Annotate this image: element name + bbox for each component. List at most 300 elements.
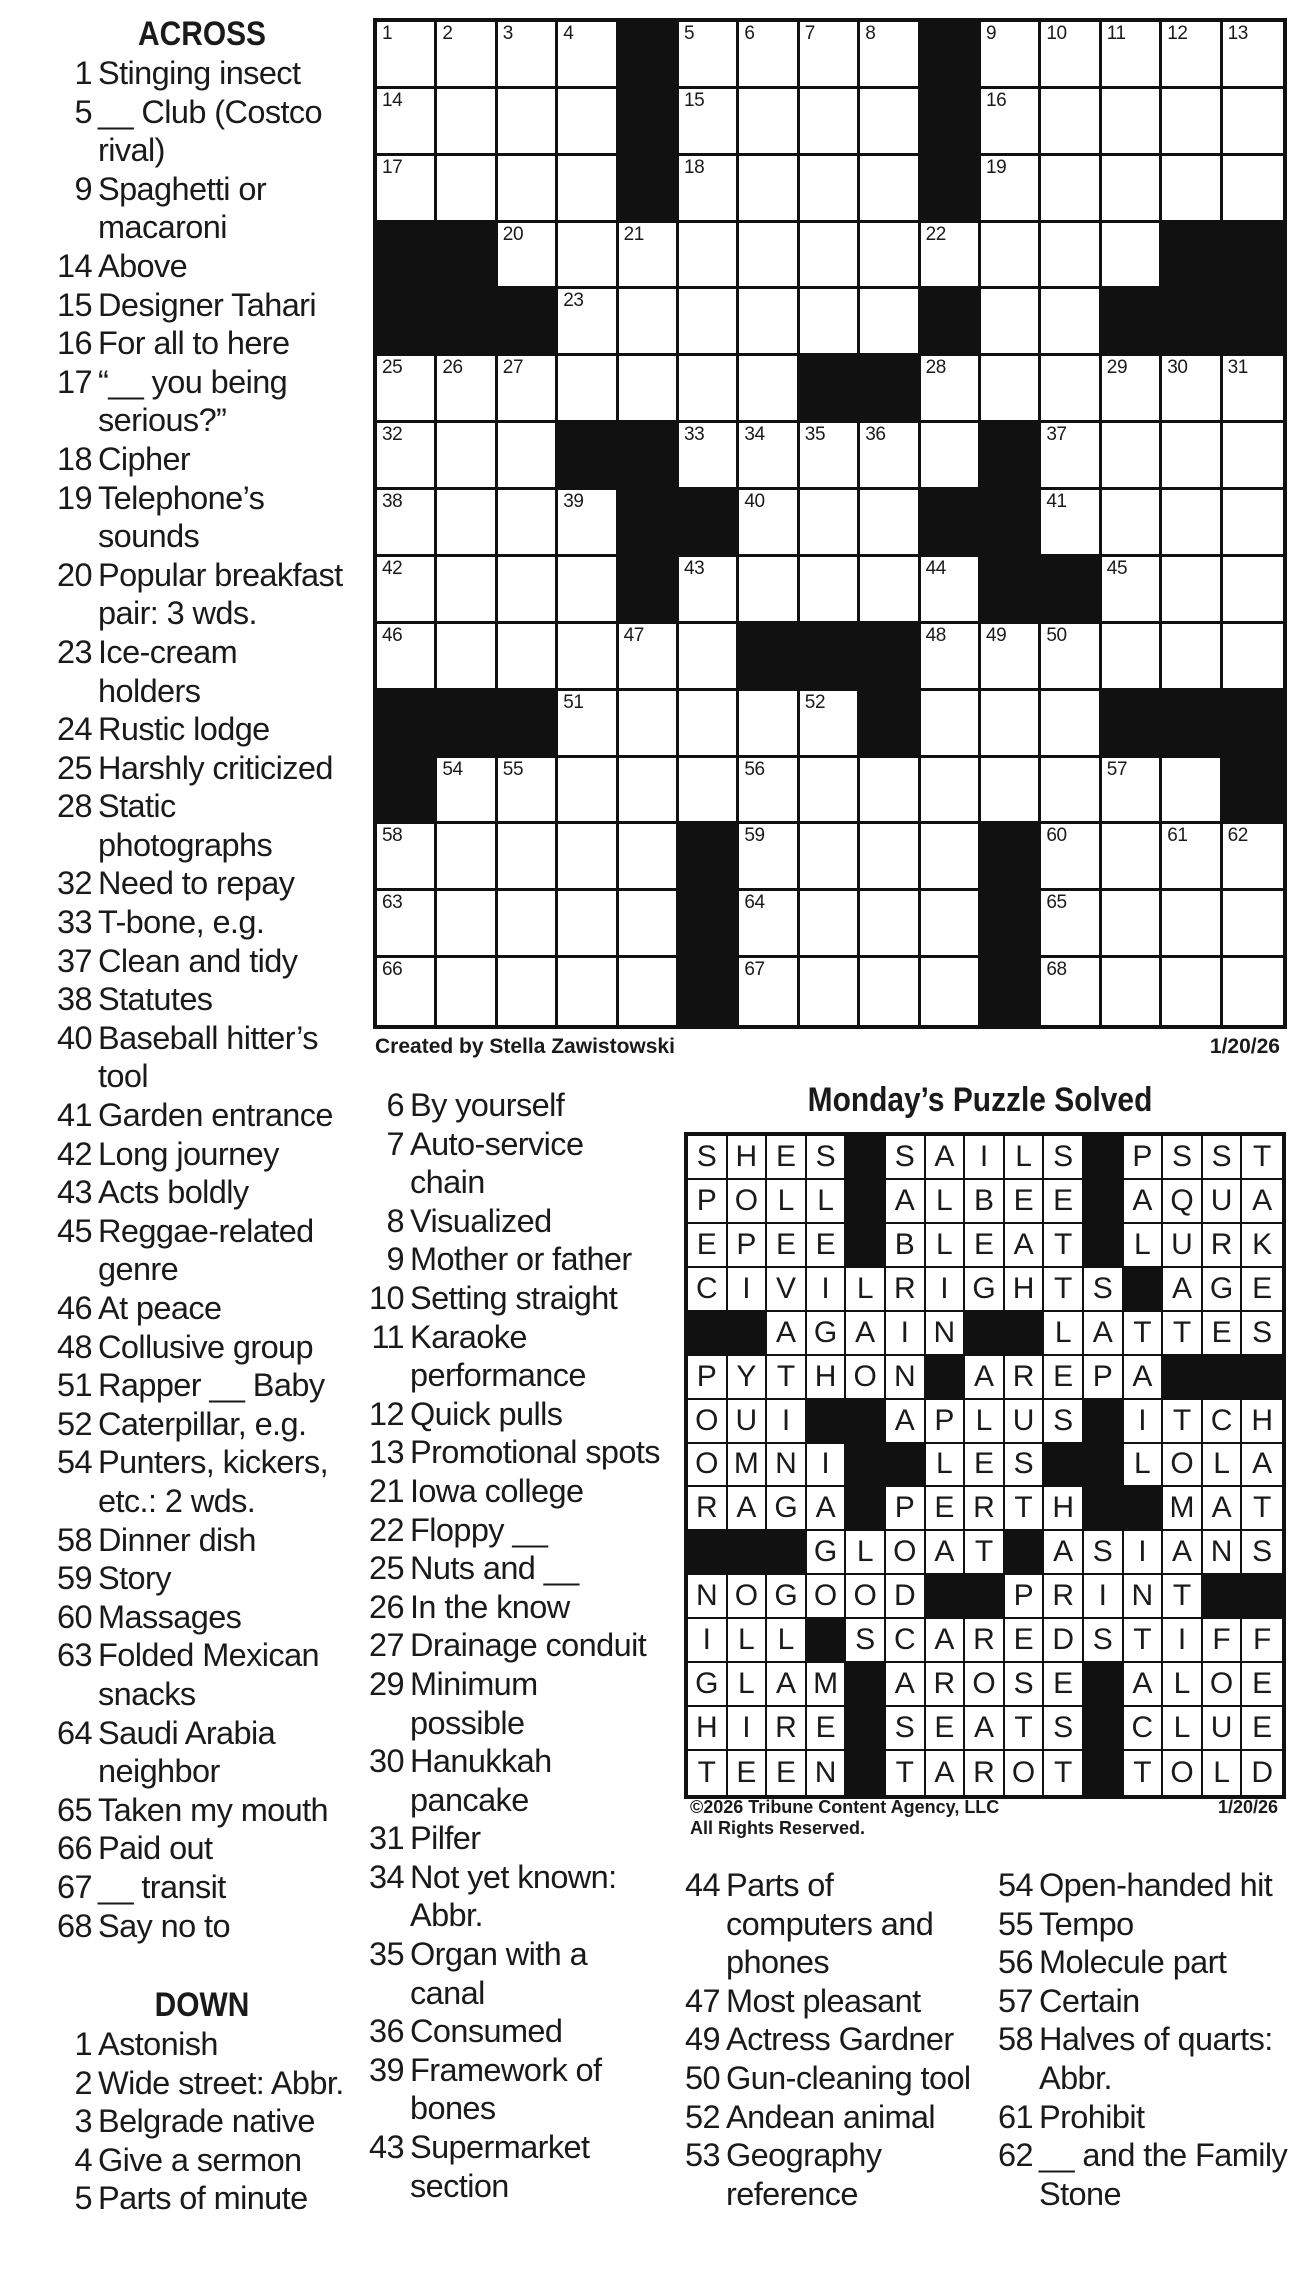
grid-cell[interactable] (558, 356, 615, 420)
grid-cell[interactable] (1102, 891, 1159, 955)
grid-cell[interactable] (800, 891, 857, 955)
grid-cell[interactable] (1044, 1224, 1082, 1266)
grid-cell[interactable] (767, 1312, 805, 1354)
grid-cell[interactable] (800, 691, 857, 755)
grid-cell[interactable] (1044, 1707, 1082, 1749)
grid-cell[interactable] (739, 824, 796, 888)
grid-cell[interactable] (767, 1707, 805, 1749)
grid-cell[interactable] (860, 891, 917, 955)
grid-cell[interactable] (1102, 423, 1159, 487)
grid-cell[interactable] (965, 1707, 1003, 1749)
grid-cell[interactable] (1044, 1487, 1082, 1529)
grid-cell[interactable] (619, 356, 676, 420)
grid-cell[interactable] (1044, 1400, 1082, 1442)
grid-cell[interactable] (1005, 1619, 1043, 1661)
grid-cell[interactable] (1223, 490, 1283, 554)
grid-cell[interactable] (558, 624, 615, 688)
grid-cell[interactable] (886, 1180, 924, 1222)
grid-cell[interactable] (1163, 1180, 1201, 1222)
grid-cell[interactable] (739, 289, 796, 353)
grid-cell[interactable] (1242, 1224, 1282, 1266)
grid-cell[interactable] (437, 891, 494, 955)
grid-cell[interactable] (1005, 1444, 1043, 1486)
grid-cell[interactable] (1041, 356, 1098, 420)
grid-cell[interactable] (767, 1180, 805, 1222)
grid-cell[interactable] (739, 891, 796, 955)
grid-cell[interactable] (807, 1268, 845, 1310)
grid-cell[interactable] (1203, 1312, 1241, 1354)
grid-cell[interactable] (926, 1487, 964, 1529)
grid-cell[interactable] (619, 691, 676, 755)
grid-cell[interactable] (558, 691, 615, 755)
grid-cell[interactable] (1084, 1268, 1122, 1310)
grid-cell[interactable] (1242, 1487, 1282, 1529)
grid-cell[interactable] (921, 758, 978, 822)
grid-cell[interactable] (728, 1487, 766, 1529)
grid-cell[interactable] (921, 958, 978, 1025)
grid-cell[interactable] (1084, 1312, 1122, 1354)
grid-cell[interactable] (886, 1356, 924, 1398)
grid-cell[interactable] (800, 89, 857, 153)
grid-cell[interactable] (1044, 1356, 1082, 1398)
grid-cell[interactable] (679, 356, 736, 420)
grid-cell[interactable] (437, 758, 494, 822)
grid-cell[interactable] (377, 89, 434, 153)
grid-cell[interactable] (1203, 1136, 1241, 1178)
grid-cell[interactable] (377, 156, 434, 220)
grid-cell[interactable] (498, 156, 555, 220)
grid-cell[interactable] (1124, 1136, 1162, 1178)
grid-cell[interactable] (981, 89, 1038, 153)
grid-cell[interactable] (886, 1312, 924, 1354)
grid-cell[interactable] (1041, 891, 1098, 955)
grid-cell[interactable] (1124, 1707, 1162, 1749)
grid-cell[interactable] (800, 490, 857, 554)
grid-cell[interactable] (728, 1619, 766, 1661)
grid-cell[interactable] (1242, 1312, 1282, 1354)
grid-cell[interactable] (807, 1663, 845, 1705)
grid-cell[interactable] (1041, 156, 1098, 220)
grid-cell[interactable] (498, 758, 555, 822)
grid-cell[interactable] (679, 758, 736, 822)
grid-cell[interactable] (800, 824, 857, 888)
grid-cell[interactable] (1124, 1400, 1162, 1442)
grid-cell[interactable] (1102, 624, 1159, 688)
grid-cell[interactable] (558, 156, 615, 220)
grid-cell[interactable] (619, 824, 676, 888)
grid-cell[interactable] (800, 223, 857, 287)
grid-cell[interactable] (377, 958, 434, 1025)
grid-cell[interactable] (728, 1400, 766, 1442)
grid-cell[interactable] (1044, 1751, 1082, 1795)
grid-cell[interactable] (1005, 1575, 1043, 1617)
grid-cell[interactable] (1163, 1268, 1201, 1310)
grid-cell[interactable] (498, 356, 555, 420)
grid-cell[interactable] (1163, 1444, 1201, 1486)
grid-cell[interactable] (1124, 1751, 1162, 1795)
grid-cell[interactable] (921, 691, 978, 755)
grid-cell[interactable] (807, 1751, 845, 1795)
grid-cell[interactable] (860, 89, 917, 153)
grid-cell[interactable] (860, 824, 917, 888)
grid-cell[interactable] (921, 624, 978, 688)
grid-cell[interactable] (1163, 1707, 1201, 1749)
grid-cell[interactable] (739, 423, 796, 487)
grid-cell[interactable] (1005, 1224, 1043, 1266)
grid-cell[interactable] (800, 156, 857, 220)
grid-cell[interactable] (1223, 891, 1283, 955)
grid-cell[interactable] (1223, 89, 1283, 153)
grid-cell[interactable] (728, 1663, 766, 1705)
grid-cell[interactable] (1041, 89, 1098, 153)
grid-cell[interactable] (558, 289, 615, 353)
grid-cell[interactable] (981, 289, 1038, 353)
grid-cell[interactable] (860, 490, 917, 554)
grid-cell[interactable] (1242, 1180, 1282, 1222)
grid-cell[interactable] (886, 1619, 924, 1661)
grid-cell[interactable] (1203, 1180, 1241, 1222)
grid-cell[interactable] (1162, 557, 1219, 621)
grid-cell[interactable] (1041, 490, 1098, 554)
grid-cell[interactable] (619, 958, 676, 1025)
grid-cell[interactable] (981, 22, 1038, 86)
grid-cell[interactable] (377, 557, 434, 621)
grid-cell[interactable] (767, 1487, 805, 1529)
grid-cell[interactable] (1041, 758, 1098, 822)
grid-cell[interactable] (558, 223, 615, 287)
grid-cell[interactable] (728, 1224, 766, 1266)
grid-cell[interactable] (981, 758, 1038, 822)
grid-cell[interactable] (688, 1224, 726, 1266)
grid-cell[interactable] (926, 1312, 964, 1354)
grid-cell[interactable] (926, 1400, 964, 1442)
grid-cell[interactable] (965, 1136, 1003, 1178)
grid-cell[interactable] (688, 1751, 726, 1795)
grid-cell[interactable] (1124, 1575, 1162, 1617)
grid-cell[interactable] (926, 1268, 964, 1310)
grid-cell[interactable] (558, 490, 615, 554)
grid-cell[interactable] (498, 557, 555, 621)
grid-cell[interactable] (965, 1268, 1003, 1310)
grid-cell[interactable] (846, 1619, 884, 1661)
grid-cell[interactable] (965, 1400, 1003, 1442)
grid-cell[interactable] (1041, 223, 1098, 287)
grid-cell[interactable] (921, 356, 978, 420)
grid-cell[interactable] (1203, 1751, 1241, 1795)
grid-cell[interactable] (767, 1136, 805, 1178)
grid-cell[interactable] (886, 1751, 924, 1795)
grid-cell[interactable] (1242, 1444, 1282, 1486)
grid-cell[interactable] (1084, 1531, 1122, 1573)
grid-cell[interactable] (498, 490, 555, 554)
grid-cell[interactable] (860, 557, 917, 621)
grid-cell[interactable] (679, 22, 736, 86)
grid-cell[interactable] (767, 1619, 805, 1661)
grid-cell[interactable] (767, 1356, 805, 1398)
grid-cell[interactable] (1162, 356, 1219, 420)
grid-cell[interactable] (1041, 22, 1098, 86)
grid-cell[interactable] (1044, 1575, 1082, 1617)
grid-cell[interactable] (688, 1575, 726, 1617)
grid-cell[interactable] (800, 289, 857, 353)
grid-cell[interactable] (1102, 824, 1159, 888)
grid-cell[interactable] (1044, 1312, 1082, 1354)
grid-cell[interactable] (739, 156, 796, 220)
grid-cell[interactable] (728, 1751, 766, 1795)
grid-cell[interactable] (679, 89, 736, 153)
grid-cell[interactable] (558, 758, 615, 822)
grid-cell[interactable] (1162, 824, 1219, 888)
grid-cell[interactable] (767, 1663, 805, 1705)
grid-cell[interactable] (1223, 22, 1283, 86)
grid-cell[interactable] (558, 958, 615, 1025)
grid-cell[interactable] (619, 223, 676, 287)
grid-cell[interactable] (688, 1268, 726, 1310)
grid-cell[interactable] (558, 824, 615, 888)
grid-cell[interactable] (1084, 1619, 1122, 1661)
grid-cell[interactable] (860, 289, 917, 353)
grid-cell[interactable] (926, 1136, 964, 1178)
grid-cell[interactable] (739, 22, 796, 86)
grid-cell[interactable] (860, 958, 917, 1025)
grid-cell[interactable] (886, 1531, 924, 1573)
grid-cell[interactable] (926, 1751, 964, 1795)
grid-cell[interactable] (846, 1356, 884, 1398)
grid-cell[interactable] (1223, 624, 1283, 688)
grid-cell[interactable] (926, 1531, 964, 1573)
grid-cell[interactable] (679, 423, 736, 487)
grid-cell[interactable] (739, 223, 796, 287)
grid-cell[interactable] (1223, 958, 1283, 1025)
grid-cell[interactable] (807, 1312, 845, 1354)
grid-cell[interactable] (1102, 22, 1159, 86)
grid-cell[interactable] (688, 1663, 726, 1705)
grid-cell[interactable] (377, 356, 434, 420)
grid-cell[interactable] (498, 22, 555, 86)
grid-cell[interactable] (1124, 1531, 1162, 1573)
grid-cell[interactable] (1041, 423, 1098, 487)
grid-cell[interactable] (498, 824, 555, 888)
grid-cell[interactable] (1162, 758, 1219, 822)
grid-cell[interactable] (1005, 1751, 1043, 1795)
grid-cell[interactable] (1124, 1663, 1162, 1705)
grid-cell[interactable] (800, 22, 857, 86)
grid-cell[interactable] (679, 156, 736, 220)
grid-cell[interactable] (1242, 1707, 1282, 1749)
grid-cell[interactable] (1162, 423, 1219, 487)
grid-cell[interactable] (921, 824, 978, 888)
grid-cell[interactable] (679, 691, 736, 755)
grid-cell[interactable] (1203, 1707, 1241, 1749)
grid-cell[interactable] (1124, 1356, 1162, 1398)
grid-cell[interactable] (739, 490, 796, 554)
grid-cell[interactable] (739, 89, 796, 153)
grid-cell[interactable] (1102, 356, 1159, 420)
grid-cell[interactable] (728, 1575, 766, 1617)
grid-cell[interactable] (437, 624, 494, 688)
grid-cell[interactable] (1203, 1663, 1241, 1705)
grid-cell[interactable] (767, 1575, 805, 1617)
grid-cell[interactable] (1041, 624, 1098, 688)
grid-cell[interactable] (1163, 1531, 1201, 1573)
grid-cell[interactable] (981, 691, 1038, 755)
grid-cell[interactable] (1005, 1663, 1043, 1705)
grid-cell[interactable] (1223, 156, 1283, 220)
grid-cell[interactable] (377, 22, 434, 86)
grid-cell[interactable] (1242, 1531, 1282, 1573)
grid-cell[interactable] (1124, 1180, 1162, 1222)
grid-cell[interactable] (1162, 156, 1219, 220)
grid-cell[interactable] (1203, 1268, 1241, 1310)
grid-cell[interactable] (800, 557, 857, 621)
grid-cell[interactable] (739, 691, 796, 755)
grid-cell[interactable] (921, 557, 978, 621)
grid-cell[interactable] (498, 891, 555, 955)
grid-cell[interactable] (1044, 1268, 1082, 1310)
grid-cell[interactable] (921, 423, 978, 487)
grid-cell[interactable] (926, 1180, 964, 1222)
grid-cell[interactable] (1102, 89, 1159, 153)
grid-cell[interactable] (728, 1136, 766, 1178)
grid-cell[interactable] (1163, 1575, 1201, 1617)
grid-cell[interactable] (767, 1224, 805, 1266)
grid-cell[interactable] (886, 1707, 924, 1749)
grid-cell[interactable] (1223, 423, 1283, 487)
grid-cell[interactable] (688, 1136, 726, 1178)
grid-cell[interactable] (1203, 1444, 1241, 1486)
grid-cell[interactable] (921, 891, 978, 955)
grid-cell[interactable] (1124, 1619, 1162, 1661)
grid-cell[interactable] (437, 22, 494, 86)
grid-cell[interactable] (558, 557, 615, 621)
grid-cell[interactable] (1102, 758, 1159, 822)
grid-cell[interactable] (498, 223, 555, 287)
grid-cell[interactable] (807, 1180, 845, 1222)
grid-cell[interactable] (498, 89, 555, 153)
grid-cell[interactable] (377, 423, 434, 487)
grid-cell[interactable] (1162, 22, 1219, 86)
grid-cell[interactable] (846, 1575, 884, 1617)
grid-cell[interactable] (767, 1268, 805, 1310)
grid-cell[interactable] (926, 1663, 964, 1705)
grid-cell[interactable] (437, 423, 494, 487)
grid-cell[interactable] (965, 1444, 1003, 1486)
grid-cell[interactable] (437, 356, 494, 420)
grid-cell[interactable] (1242, 1751, 1282, 1795)
grid-cell[interactable] (1041, 824, 1098, 888)
grid-cell[interactable] (437, 89, 494, 153)
grid-cell[interactable] (1124, 1444, 1162, 1486)
grid-cell[interactable] (860, 423, 917, 487)
grid-cell[interactable] (767, 1400, 805, 1442)
grid-cell[interactable] (886, 1268, 924, 1310)
grid-cell[interactable] (767, 1444, 805, 1486)
grid-cell[interactable] (437, 490, 494, 554)
grid-cell[interactable] (688, 1619, 726, 1661)
grid-cell[interactable] (965, 1751, 1003, 1795)
grid-cell[interactable] (1084, 1575, 1122, 1617)
grid-cell[interactable] (1163, 1224, 1201, 1266)
grid-cell[interactable] (807, 1136, 845, 1178)
grid-cell[interactable] (1044, 1180, 1082, 1222)
grid-cell[interactable] (1044, 1619, 1082, 1661)
grid-cell[interactable] (1124, 1312, 1162, 1354)
grid-cell[interactable] (1044, 1136, 1082, 1178)
grid-cell[interactable] (728, 1356, 766, 1398)
grid-cell[interactable] (965, 1180, 1003, 1222)
grid-cell[interactable] (860, 156, 917, 220)
grid-cell[interactable] (965, 1356, 1003, 1398)
grid-cell[interactable] (679, 289, 736, 353)
grid-cell[interactable] (1162, 624, 1219, 688)
grid-cell[interactable] (688, 1356, 726, 1398)
grid-cell[interactable] (498, 624, 555, 688)
grid-cell[interactable] (688, 1707, 726, 1749)
grid-cell[interactable] (1041, 691, 1098, 755)
grid-cell[interactable] (377, 891, 434, 955)
grid-cell[interactable] (1005, 1180, 1043, 1222)
grid-cell[interactable] (1203, 1619, 1241, 1661)
grid-cell[interactable] (1102, 223, 1159, 287)
grid-cell[interactable] (437, 824, 494, 888)
grid-cell[interactable] (728, 1268, 766, 1310)
grid-cell[interactable] (981, 156, 1038, 220)
grid-cell[interactable] (1102, 490, 1159, 554)
grid-cell[interactable] (739, 557, 796, 621)
grid-cell[interactable] (886, 1400, 924, 1442)
grid-cell[interactable] (965, 1224, 1003, 1266)
grid-cell[interactable] (846, 1312, 884, 1354)
grid-cell[interactable] (1084, 1356, 1122, 1398)
grid-cell[interactable] (1124, 1224, 1162, 1266)
grid-cell[interactable] (965, 1487, 1003, 1529)
grid-cell[interactable] (1163, 1751, 1201, 1795)
grid-cell[interactable] (688, 1400, 726, 1442)
grid-cell[interactable] (619, 891, 676, 955)
grid-cell[interactable] (739, 356, 796, 420)
grid-cell[interactable] (558, 22, 615, 86)
grid-cell[interactable] (1162, 891, 1219, 955)
grid-cell[interactable] (1044, 1531, 1082, 1573)
grid-cell[interactable] (619, 624, 676, 688)
grid-cell[interactable] (807, 1487, 845, 1529)
grid-cell[interactable] (1005, 1268, 1043, 1310)
grid-cell[interactable] (679, 557, 736, 621)
grid-cell[interactable] (1102, 156, 1159, 220)
grid-cell[interactable] (1242, 1268, 1282, 1310)
grid-cell[interactable] (558, 891, 615, 955)
grid-cell[interactable] (1163, 1487, 1201, 1529)
grid-cell[interactable] (807, 1224, 845, 1266)
grid-cell[interactable] (619, 289, 676, 353)
grid-cell[interactable] (739, 958, 796, 1025)
grid-cell[interactable] (1242, 1400, 1282, 1442)
grid-cell[interactable] (437, 557, 494, 621)
grid-cell[interactable] (1163, 1136, 1201, 1178)
grid-cell[interactable] (807, 1575, 845, 1617)
grid-cell[interactable] (1102, 958, 1159, 1025)
grid-cell[interactable] (926, 1224, 964, 1266)
grid-cell[interactable] (860, 758, 917, 822)
grid-cell[interactable] (1223, 824, 1283, 888)
grid-cell[interactable] (1005, 1136, 1043, 1178)
grid-cell[interactable] (1005, 1487, 1043, 1529)
grid-cell[interactable] (1162, 490, 1219, 554)
grid-cell[interactable] (1242, 1619, 1282, 1661)
grid-cell[interactable] (807, 1444, 845, 1486)
grid-cell[interactable] (679, 223, 736, 287)
grid-cell[interactable] (926, 1707, 964, 1749)
